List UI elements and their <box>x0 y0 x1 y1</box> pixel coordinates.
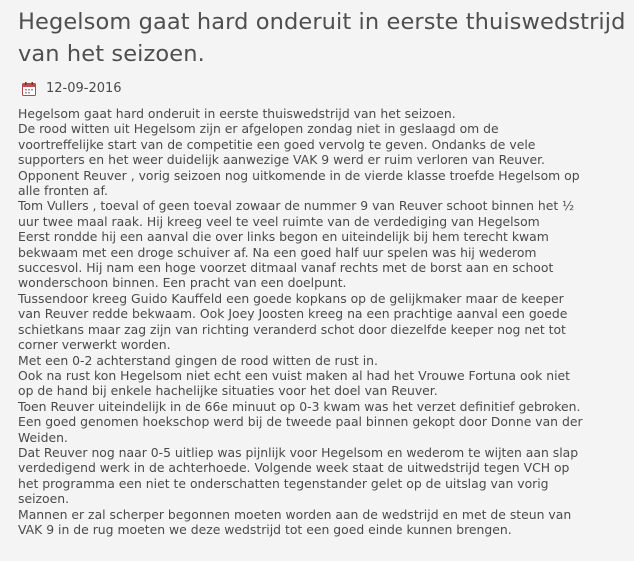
article-body-line: verdedigend werk in de achterhoede. Volgende week staat de uitwedstrijd tegen VCH op <box>18 460 570 476</box>
article <box>18 0 630 537</box>
article-body-line: schietkans maar zag zijn van richting veranderd schot door diezelfde keeper nog net tot <box>18 321 566 337</box>
article-body-line: Tom Vullers , toeval of geen toeval zowaar de nummer 9 van Reuver schoot binnen het ½ <box>18 198 575 214</box>
article-body-line: Met een 0-2 achterstand gingen de rood witten de rust in. <box>18 352 378 368</box>
article-body-line: Een goed genomen hoekschop werd bij de tweede paal binnen gekopt door Donne van der <box>18 414 583 430</box>
article-body-line: succesvol. Hij nam een hoge voorzet ditmaal vanaf rechts met de borst aan en schoot <box>18 260 554 276</box>
article-body-line: Tussendoor kreeg Guido Kauffeld een goede kopkans op de gelijkmaker maar de keeper <box>18 290 564 306</box>
article-body-line: Dat Reuver nog naar 0-5 uitliep was pijnlijk voor Hegelsom en wederom te wijten aan slap <box>18 444 579 460</box>
article-body-line: Mannen er zal scherper begonnen moeten worden aan de wedstrijd en met de steun van <box>18 506 572 522</box>
article-body <box>18 106 630 537</box>
article-body-line: wonderschoon binnen. Een pracht van een doelpunt. <box>18 275 347 291</box>
article-body-line: voortreffelijke start van de competitie een goed vervolg te geven. Ondanks de vele <box>18 136 536 152</box>
article-body-line: van Reuver redde bekwaam. Ook Joey Joosten kreeg na een prachtige aanval een goede <box>18 306 568 322</box>
article-body-line: uur twee maal raak. Hij kreeg veel te veel ruimte van de verdediging van Hegelsom <box>18 213 540 229</box>
article-body-line: het programma een niet te onderschatten tegenstander gelet op de uitslag van vorig <box>18 475 549 491</box>
article-body-line: seizoen. <box>18 491 70 507</box>
article-body-line: Ook na rust kon Hegelsom niet echt een vuist maken al had het Vrouwe Fortuna ook niet <box>18 367 571 383</box>
article-body-line: Weiden. <box>18 429 68 445</box>
article-body-line: Opponent Reuver , vorig seizoen nog uitkomende in de vierde klasse troefde Hegelsom op <box>18 167 580 183</box>
article-body-line: corner verwerkt worden. <box>18 337 171 353</box>
article-body-line: op de hand bij enkele hachelijke situaties voor het doel van Reuver. <box>18 383 438 399</box>
article-date: 12-09-2016 <box>46 81 122 96</box>
article-title <box>18 6 630 70</box>
article-body-line: Hegelsom gaat hard onderuit in eerste thuiswedstrijd van het seizoen. <box>18 106 456 121</box>
article-meta <box>18 80 630 98</box>
calendar-icon <box>22 82 36 96</box>
article-body-line: alle fronten af. <box>18 183 108 199</box>
article-body-line: De rood witten uit Hegelsom zijn er afgelopen zondag niet in geslaagd om de <box>18 121 499 137</box>
article-body-line: Toen Reuver uiteindelijk in de 66e minuut op 0-3 kwam was het verzet definitief gebroken. <box>18 398 581 414</box>
article-body-line: supporters en het weer duidelijk aanwezige VAK 9 werd er ruim verloren van Reuver. <box>18 152 545 168</box>
article-body-line: VAK 9 in de rug moeten we deze wedstrijd tot een goed einde kunnen brengen. <box>18 521 512 537</box>
article-title-line-2: van het seizoen. <box>18 41 205 67</box>
article-body-line: Eerst rondde hij een aanval die over links begon en uiteindelijk bij hem terecht kwam <box>18 229 549 245</box>
article-body-line: bekwaam met een droge schuiver af. Na een goed half uur spelen was hij wederom <box>18 244 537 260</box>
article-title-line-1: Hegelsom gaat hard onderuit in eerste thuiswedstrijd <box>18 9 626 35</box>
